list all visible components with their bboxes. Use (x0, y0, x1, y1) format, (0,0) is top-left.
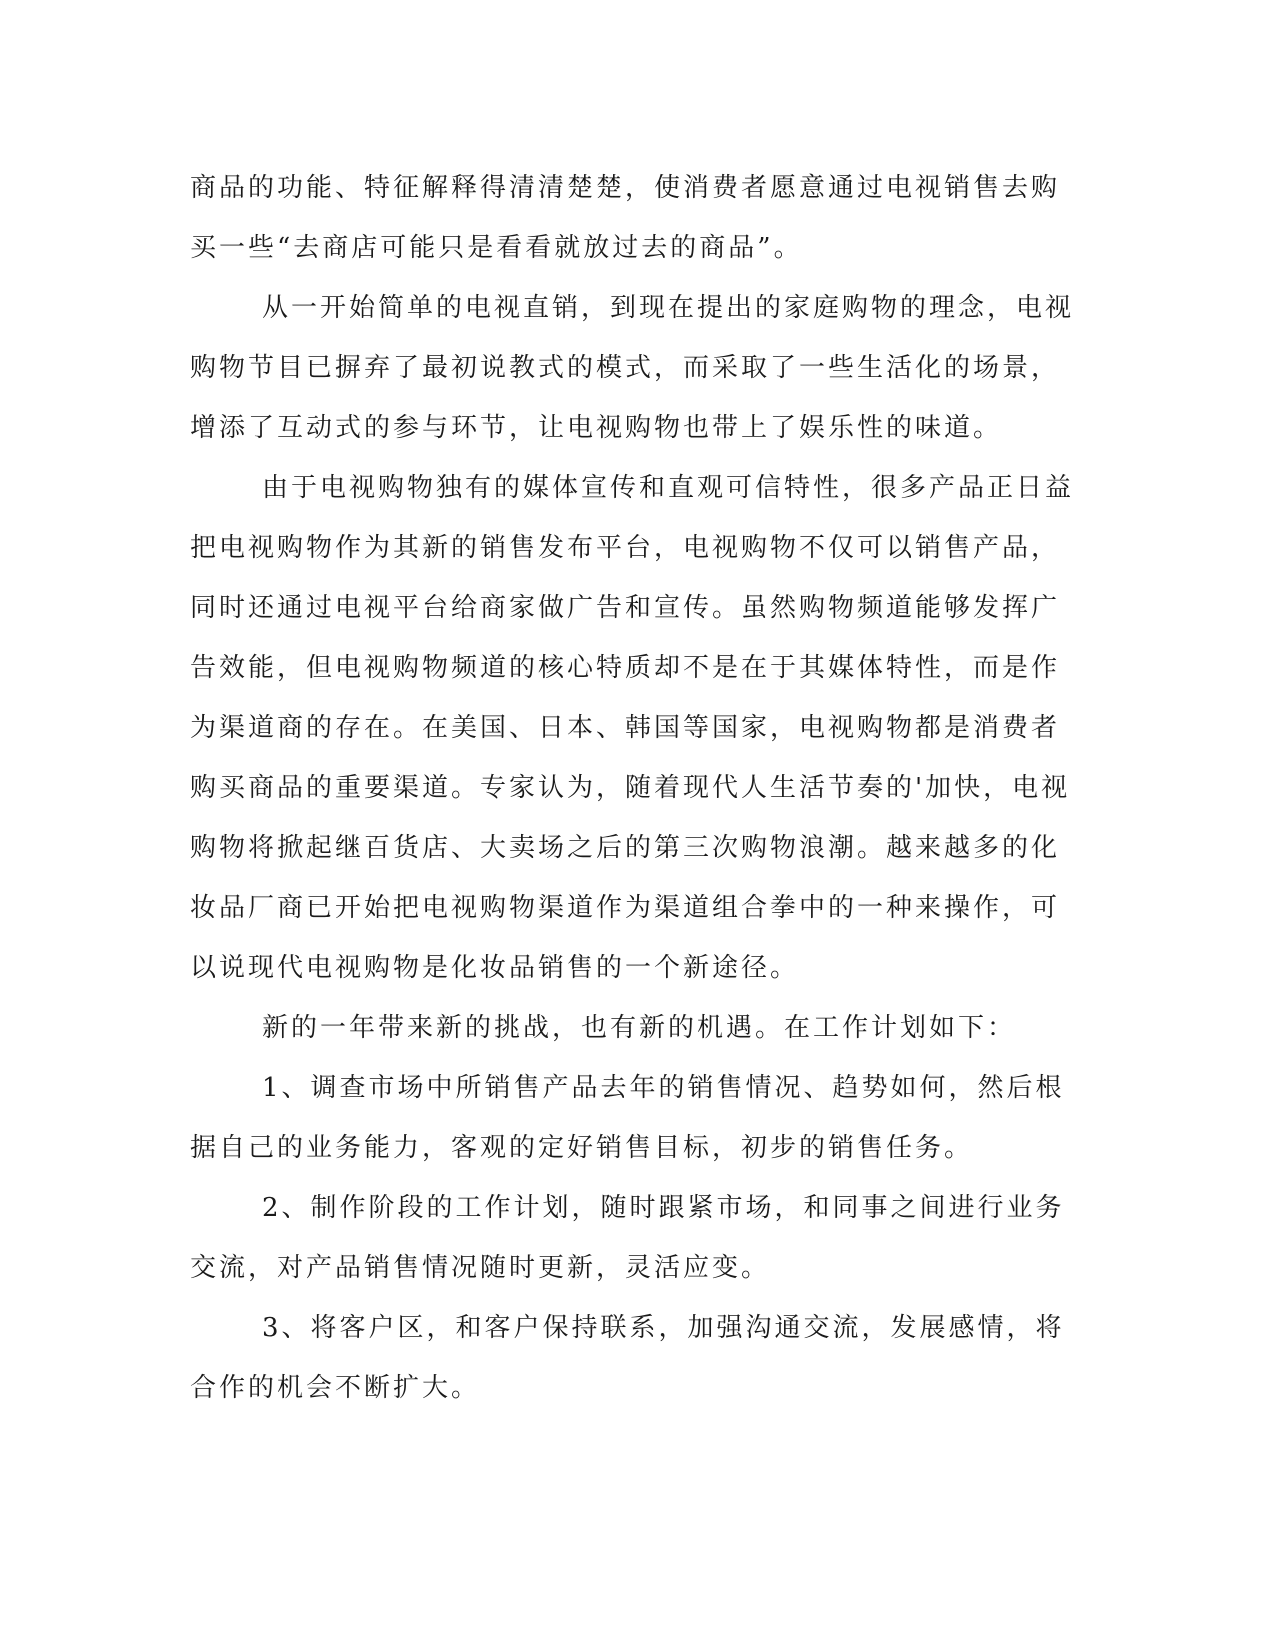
text-line: 购物将掀起继百货店、大卖场之后的第三次购物浪潮。越来越多的化 (190, 833, 1061, 863)
list-item-3 (190, 1298, 1070, 1418)
text-line: 据自己的业务能力，客观的定好销售目标，初步的销售任务。 (190, 1133, 974, 1163)
text-line: 商品的功能、特征解释得清清楚楚，使消费者愿意通过电视销售去购 (190, 173, 1061, 203)
text-line: 合作的机会不断扩大。 (190, 1373, 481, 1403)
list-item-2 (190, 1178, 1070, 1298)
text-line: 1、调查市场中所销售产品去年的销售情况、趋势如何，然后根 (262, 1073, 1065, 1103)
text-line: 从一开始简单的电视直销，到现在提出的家庭购物的理念，电视 (262, 293, 1075, 323)
text-line: 把电视购物作为其新的销售发布平台，电视购物不仅可以销售产品， (190, 533, 1061, 563)
list-item-1 (190, 1058, 1070, 1178)
paragraph-3 (190, 458, 1075, 998)
text-line: 购买商品的重要渠道。专家认为，随着现代人生活节奏的'加快，电视 (190, 773, 1071, 803)
text-line: 同时还通过电视平台给商家做广告和宣传。虽然购物频道能够发挥广 (190, 593, 1061, 623)
document-body (190, 158, 1075, 1418)
text-line: 增添了互动式的参与环节，让电视购物也带上了娱乐性的味道。 (190, 413, 1003, 443)
text-line: 买一些“去商店可能只是看看就放过去的商品”。 (190, 233, 803, 263)
paragraph-2 (190, 278, 1075, 458)
text-line: 2、制作阶段的工作计划，随时跟紧市场，和同事之间进行业务 (262, 1193, 1065, 1223)
paragraph-1 (190, 158, 1070, 278)
text-line: 告效能，但电视购物频道的核心特质却不是在于其媒体特性，而是作 (190, 653, 1061, 683)
text-line: 为渠道商的存在。在美国、日本、韩国等国家，电视购物都是消费者 (190, 713, 1061, 743)
text-line: 以说现代电视购物是化妆品销售的一个新途径。 (190, 953, 800, 983)
text-line: 由于电视购物独有的媒体宣传和直观可信特性，很多产品正日益 (262, 473, 1075, 503)
text-line: 交流，对产品销售情况随时更新，灵活应变。 (190, 1253, 771, 1283)
text-line: 妆品厂商已开始把电视购物渠道作为渠道组合拳中的一种来操作，可 (190, 893, 1061, 923)
text-line: 新的一年带来新的挑战，也有新的机遇。在工作计划如下： (262, 1013, 1017, 1043)
paragraph-4 (190, 998, 1070, 1058)
text-line: 购物节目已摒弃了最初说教式的模式，而采取了一些生活化的场景， (190, 353, 1061, 383)
text-line: 3、将客户区，和客户保持联系，加强沟通交流，发展感情，将 (262, 1313, 1065, 1343)
